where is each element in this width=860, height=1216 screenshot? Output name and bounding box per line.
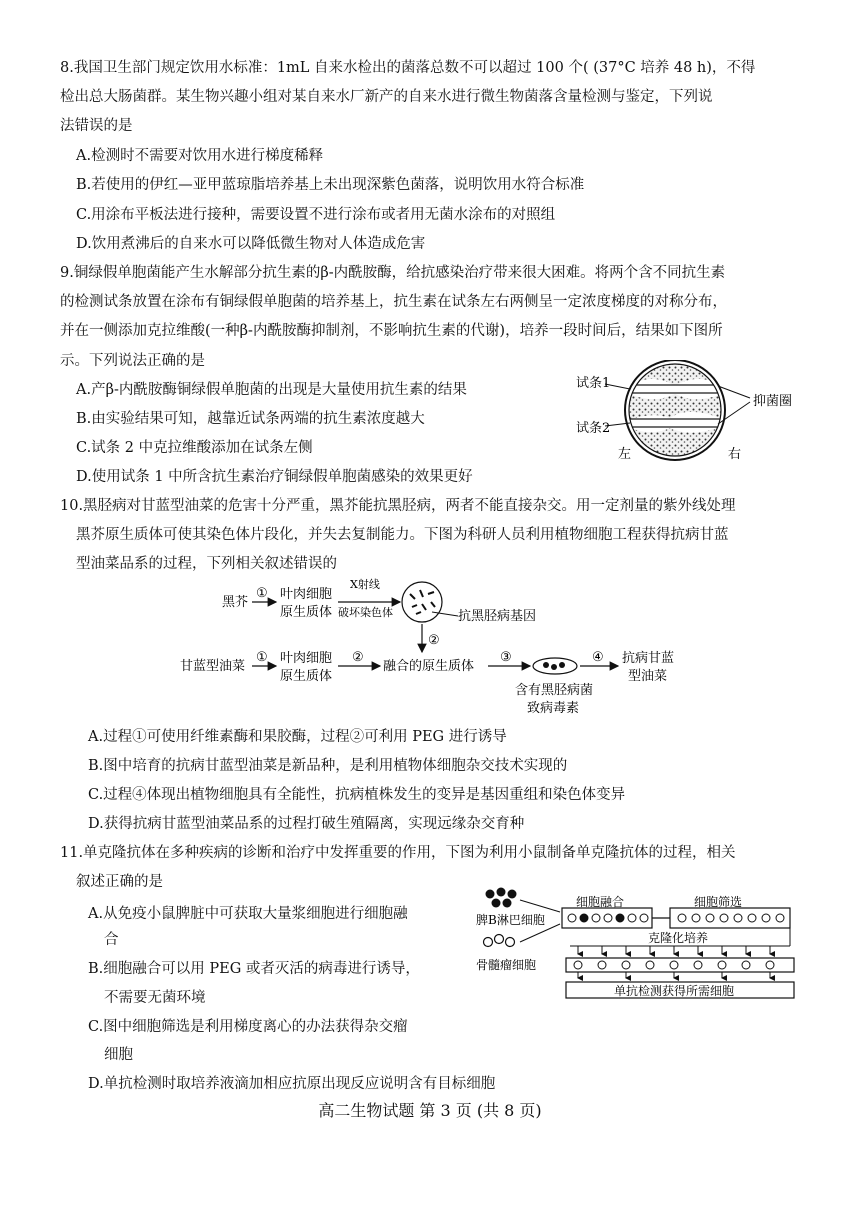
label-step1-bottom: ① <box>256 650 268 665</box>
q10-stem-line-1: 10.黑胫病对甘蓝型油菜的危害十分严重，黑芥能抗黑胫病，两者不能直接杂交。用一定剂量的紫外线处理 <box>60 498 736 514</box>
label-break-chromosome: 破坏染色体 <box>338 606 393 619</box>
label-strip-2: 试条2 <box>576 421 611 436</box>
label-protoplast-top-1: 叶肉细胞 <box>280 587 333 602</box>
label-myeloma: 骨髓瘤细胞 <box>476 958 537 972</box>
q9-option-b: B.由实验结果可知，越靠近试条两端的抗生素浓度越大 <box>76 411 425 427</box>
label-protoplast-top-2: 原生质体 <box>280 605 333 620</box>
q11-option-c: C.图中细胞筛选是利用梯度离心的办法获得杂交瘤 <box>88 1019 408 1035</box>
label-toxin-2: 致病毒素 <box>527 701 580 716</box>
label-toxin-1: 含有黑胫病菌 <box>515 683 594 698</box>
q10-option-c: C.过程④体现出植物细胞具有全能性，抗病植株发生的变异是基因重组和染色体变异 <box>88 787 626 803</box>
q9-stem-line-4: 示。下列说法正确的是 <box>60 353 205 369</box>
q8-option-a: A.检测时不需要对饮用水进行梯度稀释 <box>76 148 324 164</box>
label-b-cell: 脾B淋巴细胞 <box>476 913 545 927</box>
q11-option-d: D.单抗检测时取培养液滴加相应抗原出现反应说明含有目标细胞 <box>88 1076 496 1092</box>
q11-option-b: B.细胞融合可以用 PEG 或者灭活的病毒进行诱导， <box>88 961 420 977</box>
test-strip-2 <box>622 419 730 427</box>
label-heijie: 黑芥 <box>222 595 249 610</box>
q11-option-c-cont: 细胞 <box>104 1047 133 1063</box>
q8-stem-line-1: 8.我国卫生部门规定饮用水标准：1mL 自来水检出的菌落总数不可以超过 100 个( (37°C 培养 48 h)，不得 <box>60 60 756 76</box>
q11-stem-line-1: 11.单克隆抗体在多种疾病的诊断和治疗中发挥重要的作用，下图为利用小鼠制备单克隆抗体的过程，相关 <box>60 845 736 861</box>
label-step2-bottom: ② <box>352 650 364 665</box>
label-protoplast-bottom-2: 原生质体 <box>280 669 333 684</box>
label-result-2: 型油菜 <box>628 669 668 684</box>
label-inhibition-zone: 抑菌圈 <box>753 394 793 409</box>
q10-stem-line-2: 黑芥原生质体可使其染色体片段化，并失去复制能力。下图为科研人员利用植物细胞工程获得抗病甘蓝 <box>76 527 729 543</box>
q11-monoclonal-diagram <box>470 882 820 1002</box>
q8-option-c: C.用涂布平板法进行接种，需要设置不进行涂布或者用无菌水涂布的对照组 <box>76 207 556 223</box>
label-ganlan: 甘蓝型油菜 <box>180 659 246 674</box>
label-step3: ③ <box>500 650 512 665</box>
screen-box <box>670 908 790 928</box>
label-result-1: 抗病甘蓝 <box>622 651 675 666</box>
label-clone: 克隆化培养 <box>648 931 709 945</box>
q9-stem-line-1: 9.铜绿假单胞菌能产生水解部分抗生素的β-内酰胺酶，给抗感染治疗带来很大困难。将两个含不同抗生素 <box>60 265 726 281</box>
q11-option-b-cont: 不需要无菌环境 <box>104 990 206 1006</box>
q8-stem-line-2: 检出总大肠菌群。某生物兴趣小组对某自来水厂新产的自来水进行微生物菌落含量检测与鉴定，下列说 <box>60 89 713 105</box>
q11-stem-line-2: 叙述正确的是 <box>76 874 163 890</box>
page-footer: 高二生物试题 第 3 页 (共 8 页) <box>318 1101 542 1120</box>
q8-option-b: B.若使用的伊红—亚甲蓝琼脂培养基上未出现深紫色菌落，说明饮用水符合标准 <box>76 177 585 193</box>
q11-option-a: A.从免疫小鼠脾脏中可获取大量浆细胞进行细胞融 <box>88 906 408 922</box>
label-step4: ④ <box>592 650 604 665</box>
label-right: 右 <box>728 447 742 462</box>
q10-option-a: A.过程①可使用纤维素酶和果胶酶，过程②可利用 PEG 进行诱导 <box>88 729 507 745</box>
q8-stem-line-3: 法错误的是 <box>60 118 133 134</box>
q10-option-b: B.图中培育的抗病甘蓝型油菜是新品种，是利用植物体细胞杂交技术实现的 <box>88 758 568 774</box>
label-protoplast-bottom-1: 叶肉细胞 <box>280 651 333 666</box>
fragmented-protoplast-cell <box>402 582 442 622</box>
q10-option-d: D.获得抗病甘蓝型油菜品系的过程打破生殖隔离，实现远缘杂交育种 <box>88 816 525 832</box>
q9-petri-dish-figure <box>560 360 830 465</box>
label-step2-vertical: ② <box>428 633 440 648</box>
label-resistance-gene: 抗黑胫病基因 <box>458 609 537 624</box>
label-detect: 单抗检测获得所需细胞 <box>614 984 735 998</box>
q9-option-c: C.试条 2 中克拉维酸添加在试条左侧 <box>76 440 313 456</box>
q11-option-a-cont: 合 <box>104 932 119 948</box>
q9-stem-line-3: 并在一侧添加克拉维酸(一种β-内酰胺酶抑制剂，不影响抗生素的代谢)，培养一段时间后，结果如下图所 <box>60 323 723 339</box>
label-fusion: 细胞融合 <box>576 895 625 909</box>
q8-option-d: D.饮用煮沸后的自来水可以降低微生物对人体造成危害 <box>76 236 426 252</box>
label-screen: 细胞筛选 <box>694 895 743 909</box>
q9-option-d: D.使用试条 1 中所含抗生素治疗铜绿假单胞菌感染的效果更好 <box>76 469 473 485</box>
label-strip-1: 试条1 <box>576 376 611 391</box>
label-step1-top: ① <box>256 586 268 601</box>
bacterial-lawn <box>620 360 730 460</box>
label-xray: X射线 <box>350 578 380 591</box>
q10-process-diagram <box>170 572 730 720</box>
label-fused-protoplast: 融合的原生质体 <box>383 659 475 674</box>
q9-option-a: A.产β-内酰胺酶铜绿假单胞菌的出现是大量使用抗生素的结果 <box>76 382 467 398</box>
q10-stem-line-3: 型油菜品系的过程，下列相关叙述错误的 <box>76 556 337 572</box>
q9-stem-line-2: 的检测试条放置在涂布有铜绿假单胞菌的培养基上，抗生素在试条左右两侧呈一定浓度梯度的对称分布， <box>60 294 727 310</box>
label-left: 左 <box>618 447 632 462</box>
